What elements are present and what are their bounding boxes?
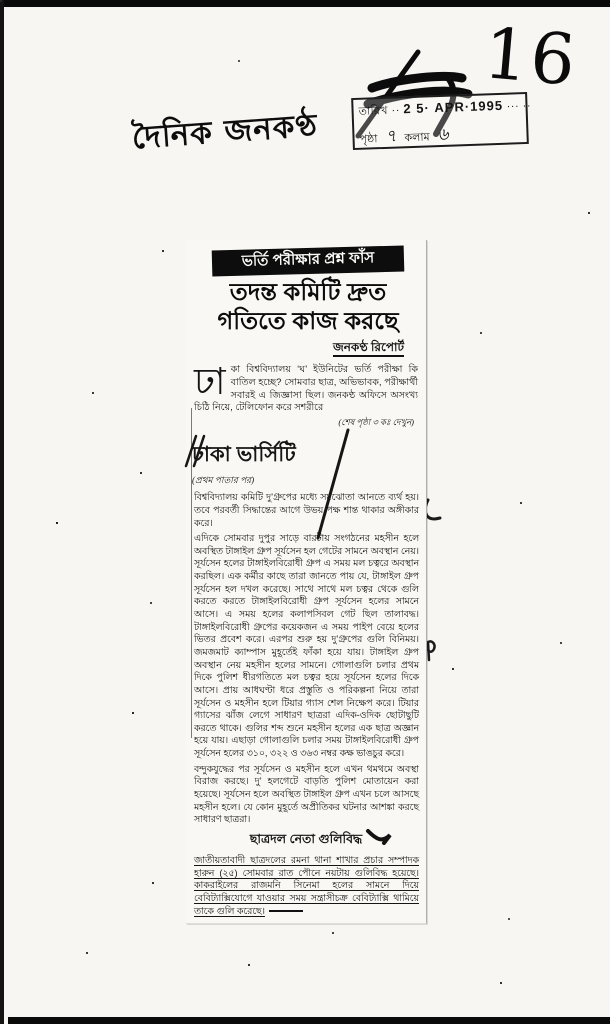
body-paragraph: বিশ্ববিদ্যালয় কমিটি দু’গ্রুপের মধ্যে সমঝোতা আনতে ব্যর্থ হয়। তবে পরবর্তী সিদ্ধান্তের আগে উভয় পক্ষ শান্ত থাকার অঙ্গীকার করে। <box>194 492 419 528</box>
sub-headline: ছাত্রদল নেতা গুলিবিদ্ধ <box>186 831 426 851</box>
scan-noise-specks <box>0 0 2 2</box>
kicker-banner: ভর্তি পরীক্ষার প্রশ্ন ফাঁস <box>212 245 405 276</box>
stamp-column-value: ৬ <box>436 124 450 146</box>
stamp-date-value: 2 5· APR·1995 <box>403 97 504 117</box>
section-header: ঢাকা ভার্সিটি <box>192 438 296 473</box>
pen-end-dash <box>269 910 303 912</box>
pen-tick-icon <box>366 827 392 850</box>
stamp-column-label: কলাম <box>404 131 430 145</box>
byline: জনকণ্ঠ রিপোর্ট <box>186 339 404 359</box>
lead-paragraph <box>194 361 418 415</box>
stamp-date-dots-right: ··· ·· <box>506 99 532 113</box>
scan-edge-bottom <box>8 1017 610 1024</box>
lead-text: কা বিশ্ববিদ্যালয় ‘ঘ’ ইউনিটের ভর্তি পরীক্ষা কি বাতিল হচ্ছে? সোমবার ছাত্র, অভিভাবক, পরীক্ষার্থী সবারই এ জিজ্ঞাসা ছিল। জনকণ্ঠ অফিসে অসংখ্য চিঠি নিয়ে, টেলিফোন করে সশরীরে <box>194 364 418 414</box>
newspaper-masthead: দৈনিক জনকণ্ঠ <box>130 107 319 157</box>
jump-note: (শেষ পৃষ্ঠা ৩ কঃ দেখুন) <box>338 417 414 428</box>
section-continuation-note: (প্রথম পাতার পর) <box>192 475 255 486</box>
handwritten-page-number: 16 <box>480 12 581 102</box>
body-paragraph: এদিকে সোমবার দুপুর সাড়ে বারটায় সংগঠনের মহসীন হলে অবস্থিত টাঙ্গাইল গ্রুপ সূর্যসেন হল গেটের সামনে অবস্থান নেয়। সূর্যসেন হলের টাঙ্গাইলবিরোধী গ্রুপ এ সময় মল চত্বরে অবস্থান করছিল। এক কর্মীর কাছে তারা জানতে পায় যে, টাঙ্গাইল গ্রুপ সূর্যসেন হল দখল করেছে। সাথে সাথে মল চত্বর থেকে গুলি করতে করতে টাঙ্গাইলবিরোধী গ্রুপ সূর্যসেন হলের সামনে আসে। এ সময় হলের কলাপসিবল গেট ছিল তালাবদ্ধ। টাঙ্গাইলবিরোধী গ্রুপের কয়েকজন এ সময় পাইপ বেয়ে হলের ভিতর প্রবেশ করে। এরপর শুরু হয় দু’গ্রুপের গুলি বিনিময়। জমজমাট ক্যাম্পাস মুহূর্তেই ফাঁকা হয়ে যায়। টাঙ্গাইল গ্রুপ অবস্থান নেয় মহসীন হলের সামনে। গোলাগুলি চলার প্রথম দিকে পুলিশ ধীরগতিতে মল চত্বর হয়ে সূর্যসেন হলের দিকে আসে। প্রায় আধঘণ্টা ধরে প্রস্তুতি ও পরিকল্পনা নিয়ে তারা সূর্যসেন ও মহসীন হলে টিয়ার গ্যাস শেল নিক্ষেপ করে। টিয়ার গ্যাসের ঝাঁজ লেগে সাধারণ ছাত্ররা এদিক-ওদিক ছোটাছুটি করতে থাকে। গুলির শব্দ শুনে মহসীন হলের এক ছাত্র অজ্ঞান হয়ে যায়। এছাড়া গোলাগুলি চলার সময় টাঙ্গাইলবিরোধী গ্রুপ সূর্যসেন হলের ৩১০, ৩২২ ও ৩৬৩ নম্বর কক্ষ ভাঙচুর করে। <box>194 533 419 759</box>
news-clipping <box>186 240 427 924</box>
date-stamp <box>351 92 532 150</box>
article-body <box>186 491 426 826</box>
scan-edge-top <box>0 0 610 7</box>
stamp-page-label: পৃষ্ঠা <box>359 133 378 146</box>
stamp-date-label: তারিখ <box>358 104 389 118</box>
final-paragraph: জাতীয়তাবাদী ছাত্রদলের রমনা থানা শাখার প্রচার সম্পাদক হারুন (২৫) সোমবার রাত পৌনে নয়টায় গুলিবিদ্ধ হয়েছে। কাকরাইলের রাজমনি সিনেমা হলের সামনে দিয়ে বেবিট্যাক্সিযোগে যাওয়ার সময় সন্ত্রাসীচক্র বেবিট্যাক্সি থামিয়ে তাকে গুলি করেছে। <box>194 854 419 916</box>
headline <box>192 278 424 337</box>
final-section <box>186 854 426 917</box>
headline-line1: তদন্ত কমিটি দ্রুত <box>229 278 387 306</box>
scan-edge-left <box>0 0 4 1024</box>
stamp-page-value: ৭ <box>384 126 398 148</box>
drop-cap: ঢা <box>194 361 226 403</box>
body-paragraph: বন্দুকযুদ্ধের পর সূর্যসেন ও মহসীন হলে এখন থমথমে অবস্থা বিরাজ করছে। দু’ হলগেটে বাড়তি পুলিশ মোতায়েন করা হয়েছে। সূর্যসেন হলে অবস্থিত টাঙ্গাইল গ্রুপ এখন চলে আসছে মহসীন হলে। যে কোন মুহূর্তে অপ্রীতিকর ঘটনার আশঙ্কা করছে সাধারণ ছাত্ররা। <box>194 763 419 825</box>
stamp-date-dots-left: ·· <box>391 104 401 117</box>
headline-line2: গতিতে কাজ করছে <box>217 307 399 335</box>
